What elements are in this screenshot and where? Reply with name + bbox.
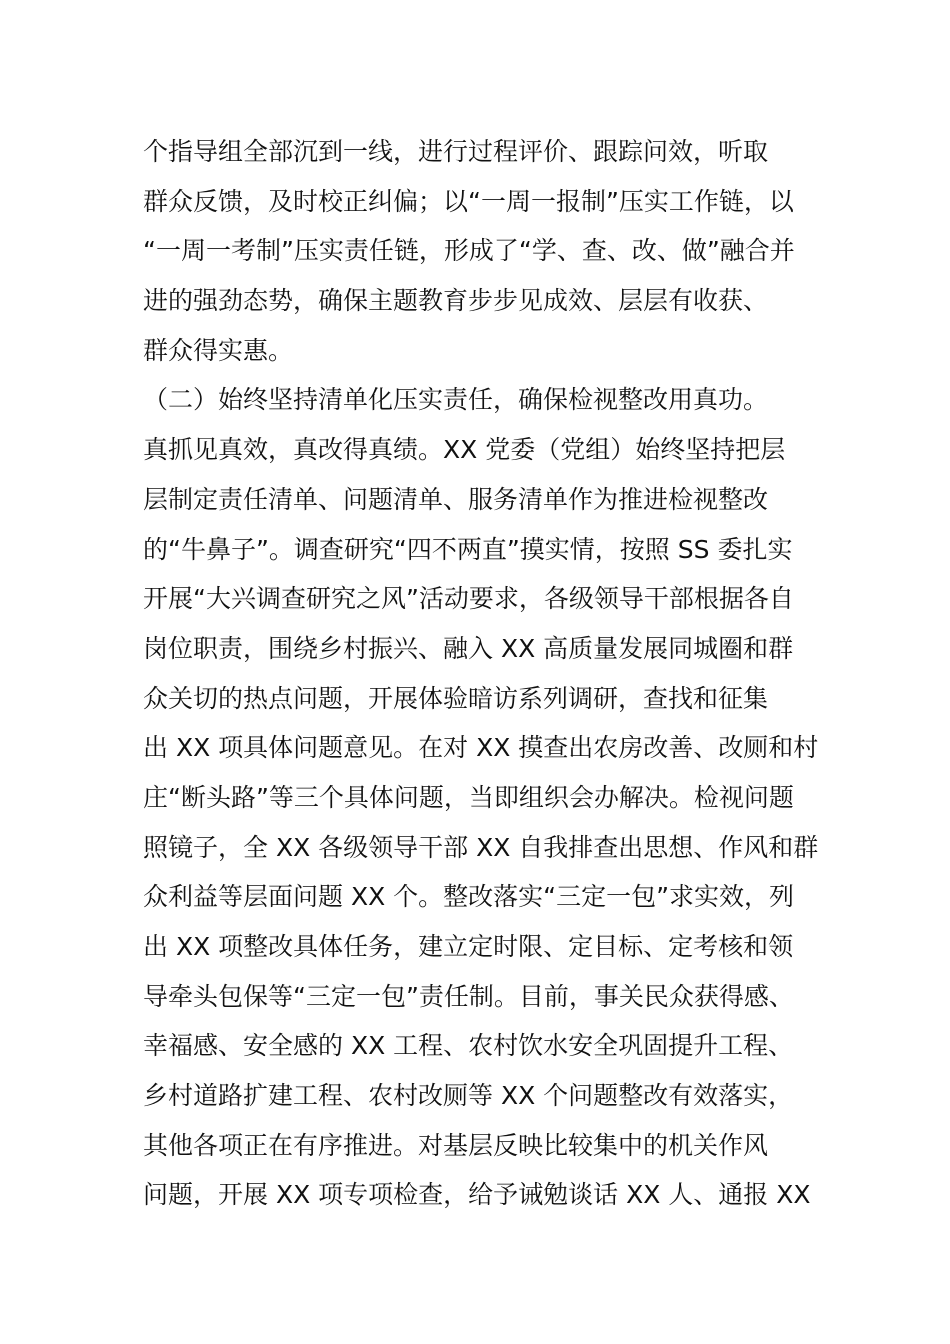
- text-line: 导牵头包保等“三定一包”责任制。目前，事关民众获得感、: [143, 981, 794, 1011]
- text-line: 出 XX 项具体问题意见。在对 XX 摸查出农房改善、改厕和村: [143, 733, 819, 763]
- text-line: “一周一考制”压实责任链，形成了“学、查、改、做”融合并: [143, 236, 795, 266]
- text-line: 开展“大兴调查研究之风”活动要求，各级领导干部根据各自: [143, 584, 794, 614]
- section-heading: （二）始终坚持清单化压实责任，确保检视整改用真功。: [143, 385, 769, 415]
- text-line: 层制定责任清单、问题清单、服务清单作为推进检视整改: [143, 484, 769, 514]
- text-line: 出 XX 项整改具体任务，建立定时限、定目标、定考核和领: [143, 932, 794, 961]
- text-line: 群众反馈，及时校正纠偏；以“一周一报制”压实工作链，以: [143, 186, 794, 216]
- document-body: [143, 127, 823, 1220]
- text-line: 乡村道路扩建工程、农村改厕等 XX 个问题整改有效落实，: [143, 1081, 794, 1111]
- text-line: 问题，开展 XX 项专项检查，给予诫勉谈话 XX 人、通报 XX: [143, 1180, 811, 1210]
- text-line: 庄“断头路”等三个具体问题，当即组织会办解决。检视问题: [143, 782, 794, 812]
- text-line: 个指导组全部沉到一线，进行过程评价、跟踪问效，听取: [143, 137, 769, 166]
- text-line: 其他各项正在有序推进。对基层反映比较集中的机关作风: [143, 1130, 769, 1160]
- text-line: 幸福感、安全感的 XX 工程、农村饮水安全巩固提升工程、: [143, 1031, 794, 1061]
- text-line: 的“牛鼻子”。调查研究“四不两直”摸实情，按照 SS 委扎实: [143, 534, 793, 564]
- text-line: 照镜子，全 XX 各级领导干部 XX 自我排查出思想、作风和群: [143, 832, 819, 862]
- text-line: 众关切的热点问题，开展体验暗访系列调研，查找和征集: [143, 683, 769, 713]
- text-line: 众利益等层面问题 XX 个。整改落实“三定一包”求实效，列: [143, 882, 795, 912]
- text-line: 岗位职责，围绕乡村振兴、融入 XX 高质量发展同城圈和群: [143, 633, 794, 663]
- text-line: 真抓见真效，真改得真绩。XX 党委（党组）始终坚持把层: [143, 435, 786, 465]
- text-line: 进的强劲态势，确保主题教育步步见成效、层层有收获、: [143, 286, 769, 316]
- text-line: 群众得实惠。: [143, 335, 294, 365]
